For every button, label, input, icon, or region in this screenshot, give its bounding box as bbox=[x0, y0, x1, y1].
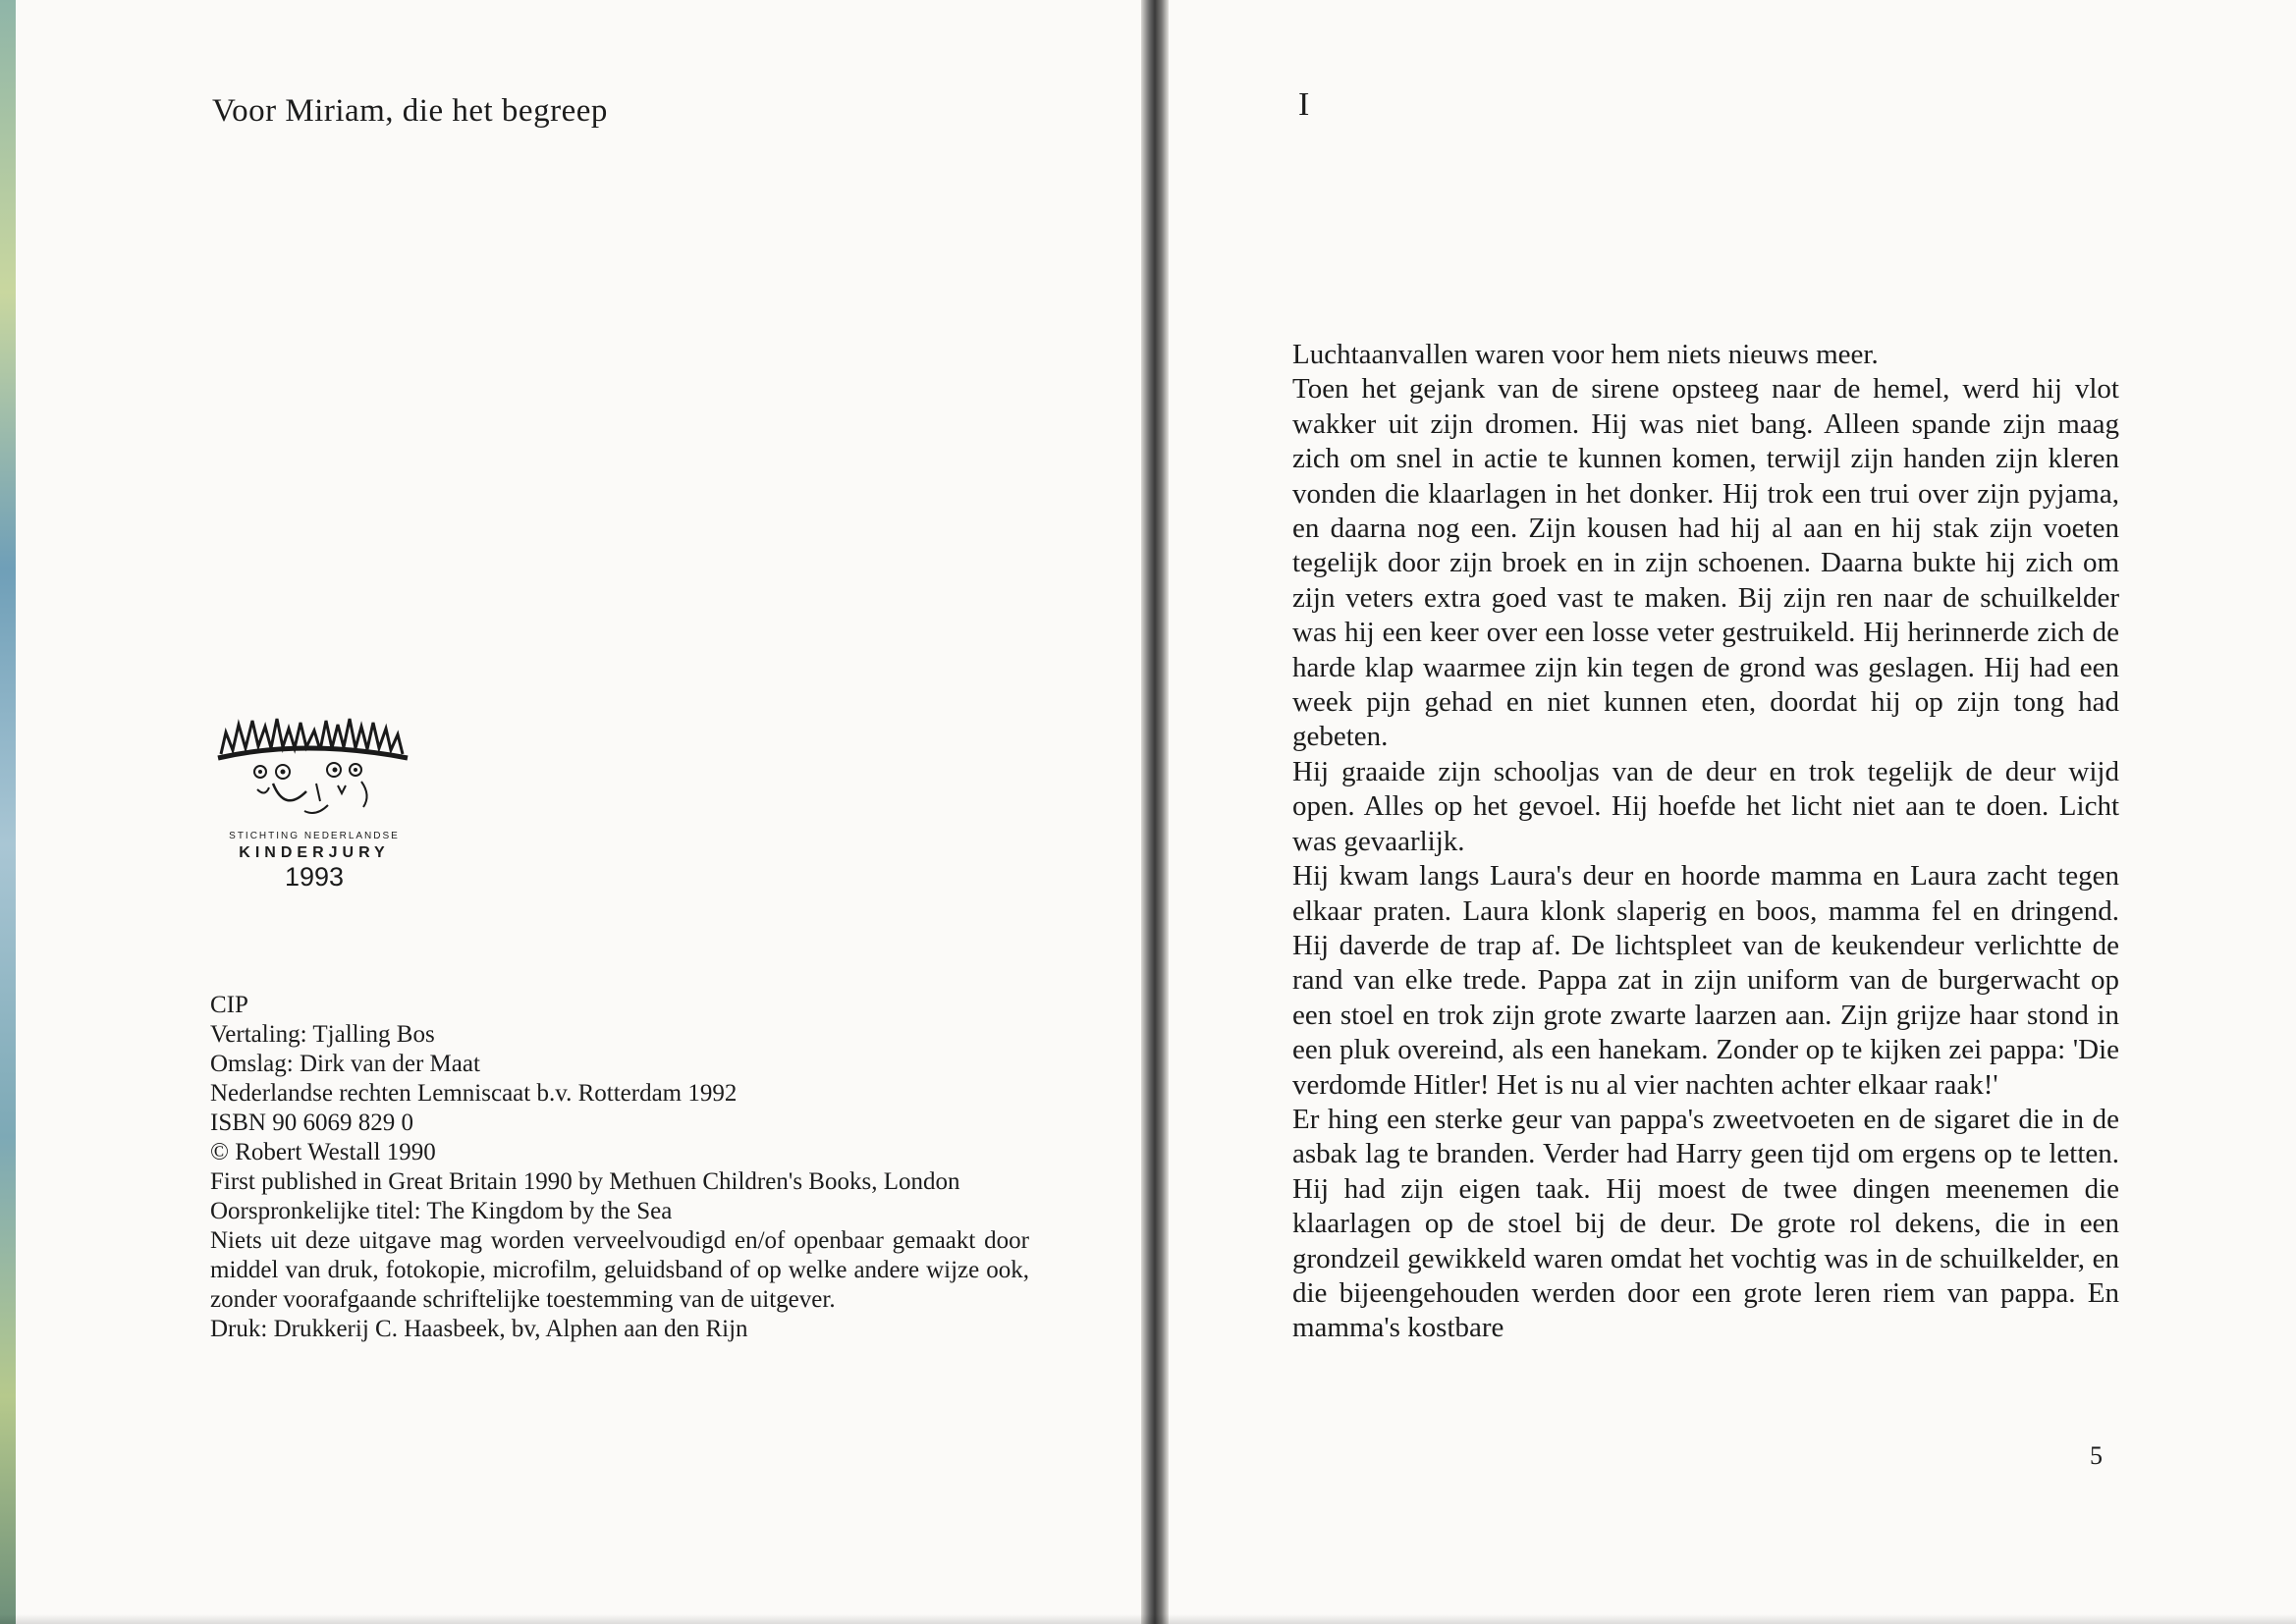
logo-year: 1993 bbox=[284, 862, 345, 892]
kinderjury-faces-icon bbox=[206, 715, 422, 833]
body-paragraph: Luchtaanvallen waren voor hem niets nieuws meer. bbox=[1292, 339, 1879, 370]
bottom-shadow bbox=[0, 1614, 2296, 1624]
chapter-number: I bbox=[1298, 86, 1310, 123]
body-paragraph: Er hing een sterke geur van pappa's zweetvoeten en de sigaret die in de asbak lag te branden. Verder had Harry geen tijd om ergens op te letten. Hij had zijn eigen taak. Hij moest de twee dingen meenemen die klaarlagen op de stoel bij de deur. De grote rol dekens, die in een grondzeil gewikkeld waren omdat het vochtig was in de schuilkelder, en die bijeengehouden werden door een grote leren riem van pappa. En mamma's kostbare bbox=[1292, 1103, 2119, 1344]
colophon-first-published: First published in Great Britain 1990 by Methuen Children's Books, London bbox=[210, 1168, 960, 1195]
colophon-cover: Omslag: Dirk van der Maat bbox=[210, 1051, 480, 1077]
colophon-original-title: Oorspronkelijke titel: The Kingdom by the Sea bbox=[210, 1198, 673, 1224]
page-number: 5 bbox=[2090, 1441, 2103, 1470]
colophon bbox=[210, 991, 1029, 1344]
dedication: Voor Miriam, die het begreep bbox=[212, 93, 608, 129]
book-gutter bbox=[1141, 0, 1169, 1624]
colophon-cip: CIP bbox=[210, 992, 248, 1018]
logo-name: KINDERJURY bbox=[239, 844, 390, 861]
chapter-body bbox=[1292, 338, 2119, 1346]
body-paragraph: Toen het gejank van de sirene opsteeg naar de hemel, werd hij vlot wakker uit zijn dromen. Hij was niet bang. Alleen spande zijn maag zich om snel in actie te kunnen komen, terwijl zijn handen zijn kleren vonden die klaarlagen in het donker. Hij trok een trui over zijn pyjama, en daarna nog een. Zijn kousen had hij al aan en hij stak zijn voeten tegelijk door zijn broek en in zijn schoenen. Daarna bukte hij zich om zijn veters extra goed vast te maken. Bij zijn ren naar de schuilkelder was hij een keer over een losse veter gestruikeld. Hij herinnerde zich de harde klap waarmee zijn kin tegen de grond was geslagen. Hij had een week pijn gehad en niet kunnen eten, doordat hij op zijn tong had gebeten. bbox=[1292, 373, 2119, 753]
body-paragraph: Hij graaide zijn schooljas van de deur en trok tegelijk de deur wijd open. Alles op het gevoel. Hij hoefde het licht niet aan te doen. Licht was gevaarlijk. bbox=[1292, 755, 2119, 857]
colophon-isbn: ISBN 90 6069 829 0 bbox=[210, 1110, 413, 1136]
body-paragraph: Hij kwam langs Laura's deur en hoorde mamma en Laura zacht tegen elkaar praten. Laura klonk slaperig en boos, mamma fel en dringend. Hij daverde de trap af. De lichtspleet van de keukendeur verlichtte de rand van elke trede. Pappa zat in zijn uniform van de burgerwacht op een stoel en trok zijn grote zwarte laarzen aan. Zijn grijze haar stond in een pluk overeind, als een hanekam. Zonder op te kijken zei pappa: 'Die verdomde Hitler! Het is nu al vier nachten achter elkaar raak!' bbox=[1292, 860, 2119, 1101]
colophon-translation: Vertaling: Tjalling Bos bbox=[210, 1021, 435, 1048]
logo-organization: STICHTING NEDERLANDSE bbox=[229, 831, 400, 841]
colophon-rights: Nederlandse rechten Lemniscaat b.v. Rotterdam 1992 bbox=[210, 1080, 738, 1107]
colophon-printer: Druk: Drukkerij C. Haasbeek, bv, Alphen aan den Rijn bbox=[210, 1316, 748, 1342]
cover-edge bbox=[0, 0, 16, 1624]
left-page bbox=[16, 0, 1141, 1624]
kinderjury-logo bbox=[206, 715, 422, 901]
colophon-copyright: © Robert Westall 1990 bbox=[210, 1139, 436, 1165]
colophon-notice: Niets uit deze uitgave mag worden verveelvoudigd en/of openbaar gemaakt door middel van druk, fotokopie, microfilm, geluidsband of op welke andere wijze ook, zonder voorafgaande schriftelijke toestemming van de uitgever. bbox=[210, 1227, 1029, 1313]
